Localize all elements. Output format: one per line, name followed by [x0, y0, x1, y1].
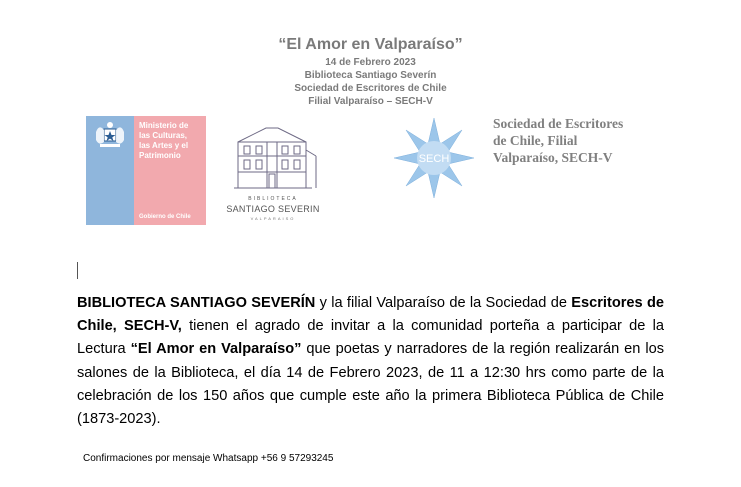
- paragraph-text-2: tienen el agrado de invitar a la comunidad porteña a participar de la Lectura: [77, 318, 664, 358]
- confirmation-note: Confirmaciones por mensaje Whatsapp +56 9 57293245: [83, 453, 334, 464]
- society-name-bold: Escritores de Chile, SECH-V,: [77, 295, 664, 335]
- paragraph-text-1: y la filial Valparaíso de la Sociedad de: [315, 295, 572, 311]
- sech-star-label: SECH: [418, 153, 450, 165]
- organizer-name: Sociedad de Escritores de Chile: [294, 83, 447, 94]
- paragraph-text-3: que poetas y narradores de la región realizarán en los salones de la Biblioteca, el día 14 de Febrero 2023, de 11 a 12:30 hrs como parte de la celebración de los 150 años que cumple este año la primera Biblioteca Pública de Chile (1873-2023).: [77, 341, 665, 428]
- event-title-bold: “El Amor en Valparaíso”: [130, 341, 302, 358]
- event-header: [0, 34, 741, 108]
- event-title: “El Amor en Valparaíso”: [278, 36, 463, 53]
- coat-of-arms-icon: [90, 120, 130, 156]
- text-cursor: [77, 262, 78, 279]
- library-name-bold: BIBLIOTECA SANTIAGO SEVERÍN: [77, 295, 316, 311]
- ministerio-logo-pink-panel: [134, 116, 206, 225]
- invitation-paragraph: [77, 292, 664, 431]
- ministerio-name: Ministerio de las Culturas, las Artes y el Patrimonio: [139, 121, 189, 160]
- ministerio-logo: [86, 116, 206, 225]
- organizer-branch: Filial Valparaíso – SECH-V: [308, 96, 433, 107]
- sech-caption: Sociedad de Escritores de Chile, Filial Valparaíso, SECH-V: [493, 116, 624, 165]
- biblioteca-logo: [226, 120, 320, 226]
- sech-logo: [394, 118, 474, 198]
- gobierno-label: Gobierno de Chile: [139, 214, 191, 220]
- sech-star-icon: [394, 118, 474, 198]
- ministerio-logo-blue-panel: [86, 116, 134, 225]
- library-building-icon: [226, 120, 320, 194]
- venue-name: Biblioteca Santiago Severín: [304, 70, 437, 81]
- biblioteca-top-label: BIBLIOTECA: [248, 196, 298, 202]
- biblioteca-name: SANTIAGO SEVERIN: [226, 204, 320, 214]
- event-date: 14 de Febrero 2023: [325, 57, 416, 68]
- biblioteca-city: VALPARAISO: [250, 216, 296, 221]
